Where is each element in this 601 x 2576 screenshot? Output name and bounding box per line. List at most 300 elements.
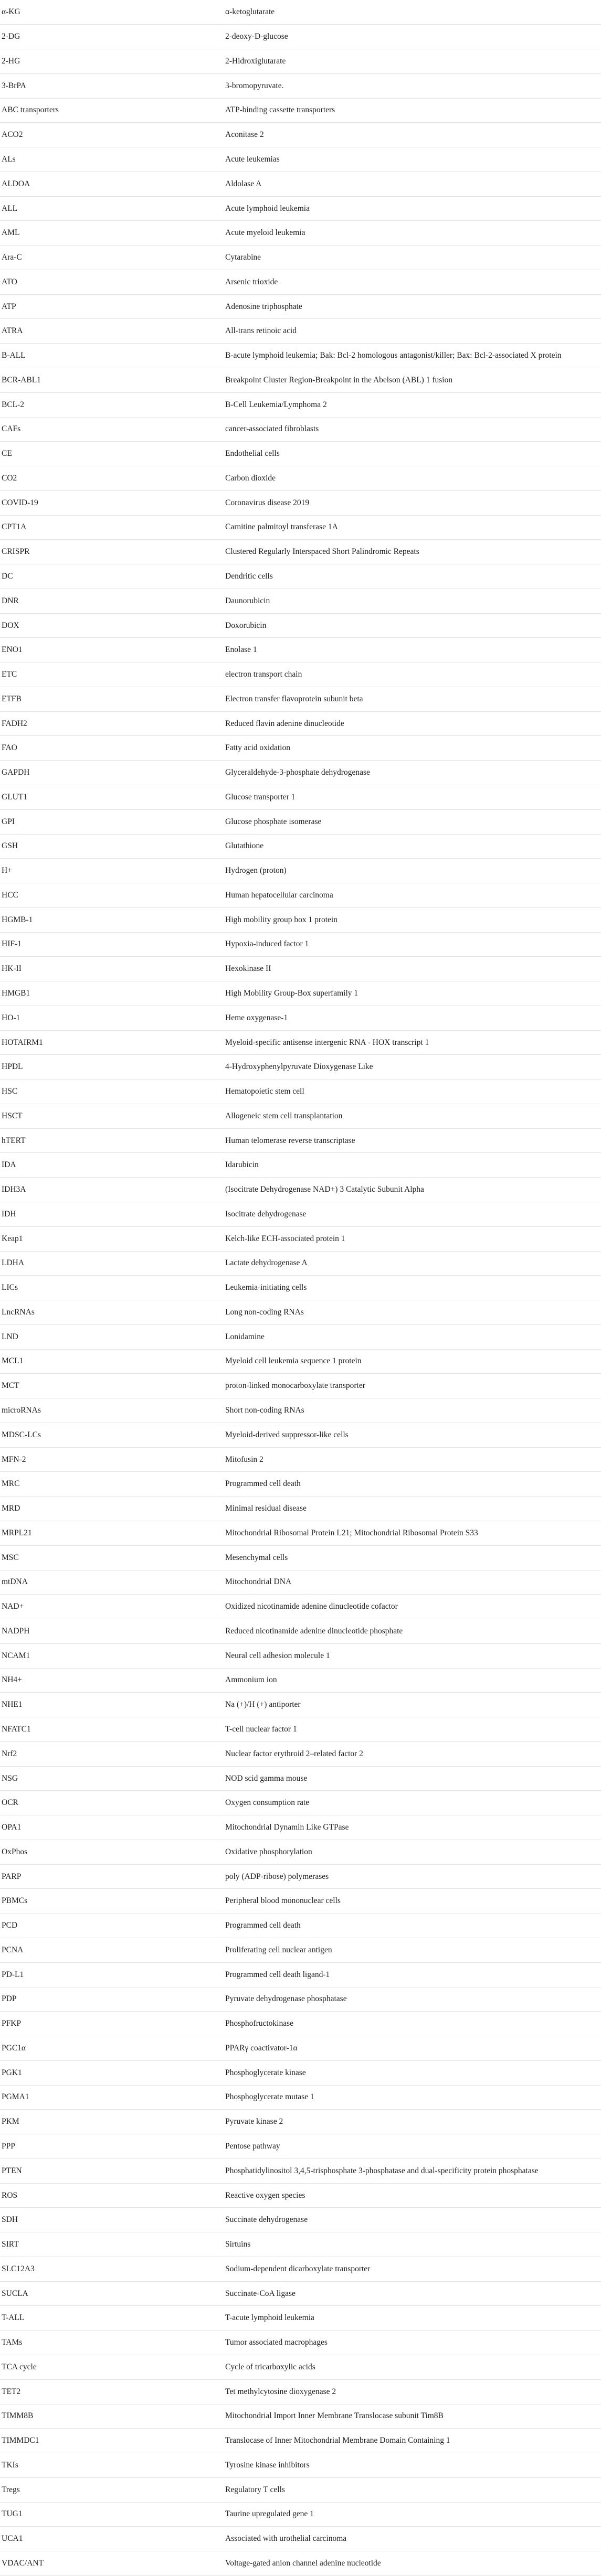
abbreviation-row — [0, 73, 601, 98]
abbreviation-row — [0, 589, 601, 613]
abbreviation-term: IDA — [2, 1160, 16, 1170]
abbreviation-term: PCD — [2, 1921, 18, 1930]
abbreviation-row — [0, 25, 601, 49]
abbreviation-row — [0, 392, 601, 417]
abbreviation-definition: Idarubicin — [225, 1160, 259, 1170]
abbreviation-term: LncRNAs — [2, 1307, 35, 1317]
abbreviation-definition: Mitochondrial Dynamin Like GTPase — [225, 1823, 349, 1832]
abbreviation-row — [0, 1055, 601, 1079]
abbreviation-term: NCAM1 — [2, 1651, 30, 1660]
abbreviation-row — [0, 2158, 601, 2183]
abbreviation-term: FADH2 — [2, 719, 27, 728]
abbreviation-term: MDSC-LCs — [2, 1430, 41, 1439]
abbreviation-row — [0, 270, 601, 294]
abbreviation-row — [0, 368, 601, 392]
abbreviation-term: PDP — [2, 1994, 17, 2004]
abbreviation-term: PARP — [2, 1872, 22, 1881]
abbreviation-definition: Programmed cell death ligand-1 — [225, 1970, 330, 1979]
abbreviation-term: COVID-19 — [2, 498, 38, 507]
abbreviation-term: LDHA — [2, 1258, 25, 1268]
abbreviation-term: TIMM8B — [2, 2411, 34, 2421]
abbreviation-row — [0, 2060, 601, 2085]
abbreviation-definition: Neural cell adhesion molecule 1 — [225, 1651, 330, 1660]
abbreviation-definition: 4-Hydroxyphenylpyruvate Dioxygenase Like — [225, 1062, 373, 1072]
abbreviation-term: Nrf2 — [2, 1749, 17, 1758]
abbreviation-row — [0, 1889, 601, 1914]
abbreviation-definition: (Isocitrate Dehydrogenase NAD+) 3 Catalytic Subunit Alpha — [225, 1185, 424, 1194]
abbreviation-term: GSH — [2, 841, 18, 851]
abbreviation-definition: Programmed cell death — [225, 1479, 301, 1489]
abbreviation-term: 2-DG — [2, 32, 20, 41]
abbreviation-term: PPP — [2, 2141, 15, 2151]
abbreviation-definition: Clustered Regularly Interspaced Short Palindromic Repeats — [225, 547, 419, 557]
abbreviation-term: α-KG — [2, 7, 20, 17]
abbreviation-row — [0, 540, 601, 564]
abbreviation-definition: Lonidamine — [225, 1332, 265, 1341]
abbreviation-row — [0, 907, 601, 932]
abbreviation-definition: Myeloid-derived suppressor-like cells — [225, 1430, 349, 1439]
abbreviation-row — [0, 2281, 601, 2306]
abbreviation-term: ALs — [2, 154, 16, 164]
abbreviation-term: HMGB1 — [2, 989, 30, 998]
abbreviation-term: TET2 — [2, 2387, 21, 2396]
abbreviation-definition: Reduced nicotinamide adenine dinucleotide phosphate — [225, 1626, 403, 1636]
abbreviation-row — [0, 1226, 601, 1251]
abbreviation-row — [0, 2453, 601, 2478]
abbreviation-definition: Glucose transporter 1 — [225, 792, 296, 801]
abbreviation-row — [0, 1717, 601, 1742]
abbreviation-row — [0, 1472, 601, 1497]
abbreviation-term: NH4+ — [2, 1675, 22, 1685]
abbreviation-term: NADPH — [2, 1626, 30, 1636]
abbreviation-row — [0, 1251, 601, 1276]
abbreviation-term: PBMCs — [2, 1896, 28, 1906]
abbreviation-row — [0, 638, 601, 662]
abbreviation-row — [0, 1693, 601, 1717]
abbreviation-row — [0, 466, 601, 491]
abbreviation-term: UCA1 — [2, 2534, 23, 2543]
abbreviation-definition: proton-linked monocarboxylate transporter — [225, 1381, 365, 1391]
abbreviation-row — [0, 2306, 601, 2331]
abbreviation-term: LICs — [2, 1283, 18, 1292]
abbreviation-row — [0, 2134, 601, 2159]
abbreviation-term: MFN-2 — [2, 1455, 26, 1464]
abbreviation-definition: Translocase of Inner Mitochondrial Membrane Domain Containing 1 — [225, 2436, 450, 2445]
abbreviation-row — [0, 564, 601, 589]
abbreviation-definition: Succinate dehydrogenase — [225, 2215, 308, 2225]
abbreviation-definition: Lactate dehydrogenase A — [225, 1258, 308, 1268]
abbreviation-definition: Human hepatocellular carcinoma — [225, 890, 333, 900]
abbreviation-row — [0, 2257, 601, 2281]
abbreviation-term: MRD — [2, 1504, 20, 1513]
abbreviation-term: SLC12A3 — [2, 2264, 35, 2273]
abbreviation-row — [0, 711, 601, 736]
abbreviation-term: NHE1 — [2, 1700, 23, 1709]
abbreviation-row — [0, 932, 601, 957]
abbreviation-definition: Doxorubicin — [225, 621, 267, 630]
abbreviation-definition: 2-deoxy-D-glucose — [225, 32, 288, 41]
abbreviation-definition: Pyruvate kinase 2 — [225, 2117, 283, 2126]
abbreviation-term: GAPDH — [2, 768, 30, 777]
abbreviation-term: MRC — [2, 1479, 20, 1489]
abbreviation-row — [0, 1349, 601, 1374]
abbreviation-definition: Mitochondrial Ribosomal Protein L21; Mitochondrial Ribosomal Protein S33 — [225, 1528, 478, 1537]
abbreviation-definition: Programmed cell death — [225, 1921, 301, 1930]
abbreviation-definition: Mesenchymal cells — [225, 1553, 288, 1562]
abbreviation-row — [0, 1178, 601, 1202]
abbreviation-row — [0, 417, 601, 442]
abbreviation-row — [0, 2012, 601, 2036]
abbreviation-definition: Oxidized nicotinamide adenine dinucleotide cofactor — [225, 1602, 398, 1611]
abbreviation-row — [0, 1791, 601, 1815]
abbreviation-row — [0, 49, 601, 74]
abbreviation-definition: Phosphoglycerate kinase — [225, 2068, 306, 2077]
abbreviation-term: NFATC1 — [2, 1724, 31, 1734]
abbreviation-row — [0, 1497, 601, 1521]
abbreviation-row — [0, 1643, 601, 1668]
abbreviation-term: IDH3A — [2, 1185, 26, 1194]
abbreviation-row — [0, 1030, 601, 1055]
abbreviation-definition: Phosphatidylinositol 3,4,5-trisphosphate 3-phosphatase and dual-specificity protein phosphatase — [225, 2166, 539, 2175]
abbreviation-row — [0, 1202, 601, 1227]
abbreviation-definition: Isocitrate dehydrogenase — [225, 1209, 307, 1218]
abbreviation-term: BCR-ABL1 — [2, 375, 41, 384]
abbreviation-row — [0, 809, 601, 834]
abbreviation-term: ALDOA — [2, 179, 30, 188]
abbreviation-row — [0, 2183, 601, 2208]
abbreviation-term: ETC — [2, 670, 17, 679]
abbreviation-definition: Aconitase 2 — [225, 130, 264, 140]
abbreviation-definition: Coronavirus disease 2019 — [225, 498, 310, 507]
abbreviation-term: DC — [2, 571, 13, 581]
abbreviation-row — [0, 736, 601, 761]
abbreviation-term: hTERT — [2, 1136, 26, 1145]
abbreviation-definition: Phosphofructokinase — [225, 2019, 294, 2028]
abbreviation-term: 2-HG — [2, 56, 20, 66]
abbreviation-row — [0, 98, 601, 123]
abbreviation-row — [0, 1668, 601, 1693]
abbreviation-term: NSG — [2, 1773, 18, 1783]
abbreviation-row — [0, 515, 601, 540]
abbreviation-definition: Taurine upregulated gene 1 — [225, 2509, 314, 2519]
abbreviation-term: ALL — [2, 204, 18, 213]
abbreviation-term: CE — [2, 449, 12, 458]
abbreviation-definition: Nuclear factor erythroid 2–related factor 2 — [225, 1749, 363, 1758]
abbreviation-definition: Glyceraldehyde-3-phosphate dehydrogenase — [225, 768, 370, 777]
abbreviation-row — [0, 123, 601, 147]
abbreviation-row — [0, 2527, 601, 2551]
abbreviation-definition: High mobility group box 1 protein — [225, 915, 338, 924]
abbreviation-row — [0, 1840, 601, 1864]
abbreviation-row — [0, 883, 601, 908]
abbreviation-row — [0, 957, 601, 981]
abbreviation-term: PFKP — [2, 2019, 22, 2028]
abbreviation-term: DOX — [2, 621, 19, 630]
abbreviation-term: mtDNA — [2, 1577, 28, 1587]
abbreviation-definition: Peripheral blood mononuclear cells — [225, 1896, 341, 1906]
abbreviation-definition: cancer-associated fibroblasts — [225, 424, 319, 434]
abbreviation-row — [0, 2379, 601, 2404]
abbreviation-row — [0, 490, 601, 515]
abbreviation-definition: α-ketoglutarate — [225, 7, 275, 17]
abbreviation-definition: Ammonium ion — [225, 1675, 277, 1685]
abbreviation-row — [0, 221, 601, 245]
abbreviation-term: ATP — [2, 302, 16, 311]
abbreviation-row — [0, 2036, 601, 2061]
abbreviation-term: MSC — [2, 1553, 19, 1562]
abbreviation-term: Tregs — [2, 2485, 20, 2494]
abbreviation-row — [0, 2502, 601, 2527]
abbreviation-definition: 3-bromopyruvate. — [225, 81, 284, 90]
abbreviation-row — [0, 2477, 601, 2502]
abbreviation-definition: Sodium-dependent dicarboxylate transporter — [225, 2264, 371, 2273]
abbreviation-definition: Carbon dioxide — [225, 473, 276, 483]
abbreviation-term: ETFB — [2, 694, 22, 703]
abbreviation-row — [0, 196, 601, 221]
abbreviation-row — [0, 662, 601, 687]
abbreviation-term: GPI — [2, 817, 15, 826]
abbreviation-definition: Arsenic trioxide — [225, 277, 278, 286]
abbreviation-definition: Daunorubicin — [225, 596, 270, 605]
abbreviation-definition: Tyrosine kinase inhibitors — [225, 2460, 310, 2470]
abbreviation-row — [0, 1104, 601, 1128]
abbreviation-term: PGC1α — [2, 2043, 26, 2053]
abbreviation-definition: Voltage-gated anion channel adenine nucleotide — [225, 2559, 381, 2568]
abbreviation-row — [0, 1324, 601, 1349]
abbreviation-row — [0, 1741, 601, 1766]
abbreviation-term: PD-L1 — [2, 1970, 24, 1979]
abbreviation-definition: Mitochondrial DNA — [225, 1577, 292, 1587]
abbreviation-definition: Cytarabine — [225, 253, 261, 262]
abbreviation-row — [0, 1374, 601, 1398]
abbreviation-term: Keap1 — [2, 1234, 23, 1243]
abbreviation-definition: Human telomerase reverse transcriptase — [225, 1136, 355, 1145]
abbreviation-row — [0, 344, 601, 368]
abbreviation-term: PTEN — [2, 2166, 22, 2175]
abbreviation-definition: Heme oxygenase-1 — [225, 1013, 288, 1022]
abbreviation-definition: Fatty acid oxidation — [225, 743, 290, 753]
abbreviation-row — [0, 1153, 601, 1178]
abbreviation-term: ABC transporters — [2, 105, 59, 115]
abbreviation-definition: Kelch-like ECH-associated protein 1 — [225, 1234, 345, 1243]
abbreviation-definition: Oxygen consumption rate — [225, 1798, 310, 1808]
abbreviation-term: HGMB-1 — [2, 915, 33, 924]
abbreviation-definition: Myeloid-specific antisense intergenic RNA - HOX transcript 1 — [225, 1038, 429, 1047]
abbreviation-term: H+ — [2, 866, 12, 875]
abbreviation-term: MCT — [2, 1381, 19, 1391]
abbreviation-row — [0, 294, 601, 319]
abbreviation-definition: Hexokinase II — [225, 964, 271, 974]
abbreviation-row — [0, 761, 601, 785]
abbreviation-row — [0, 1300, 601, 1325]
abbreviation-definition: Acute lymphoid leukemia — [225, 204, 310, 213]
abbreviation-term: ROS — [2, 2190, 18, 2200]
abbreviation-row — [0, 2085, 601, 2110]
abbreviation-row — [0, 2551, 601, 2576]
abbreviation-term: CAFs — [2, 424, 21, 434]
abbreviation-definition: Acute myeloid leukemia — [225, 228, 305, 238]
abbreviation-row — [0, 2404, 601, 2429]
abbreviation-definition: Mitochondrial Import Inner Membrane Translocase subunit Tim8B — [225, 2411, 444, 2421]
abbreviation-term: ENO1 — [2, 645, 23, 655]
abbreviation-row — [0, 785, 601, 810]
abbreviation-definition: Carnitine palmitoyl transferase 1A — [225, 522, 338, 532]
abbreviation-definition: Breakpoint Cluster Region-Breakpoint in the Abelson (ABL) 1 fusion — [225, 375, 453, 384]
abbreviation-term: HSC — [2, 1087, 18, 1096]
abbreviation-definition: Associated with urothelial carcinoma — [225, 2534, 347, 2543]
abbreviation-definition: Long non-coding RNAs — [225, 1307, 304, 1317]
abbreviation-definition: Dendritic cells — [225, 571, 273, 581]
abbreviation-definition: High Mobility Group-Box superfamily 1 — [225, 989, 359, 998]
abbreviation-term: CRISPR — [2, 547, 30, 557]
abbreviation-definition: Succinate-CoA ligase — [225, 2289, 296, 2298]
abbreviation-term: PKM — [2, 2117, 19, 2126]
abbreviation-term: PGMA1 — [2, 2092, 29, 2102]
abbreviation-row — [0, 1864, 601, 1889]
abbreviation-term: CPT1A — [2, 522, 27, 532]
abbreviation-row — [0, 613, 601, 638]
abbreviation-row — [0, 1276, 601, 1300]
abbreviation-term: PCNA — [2, 1945, 24, 1954]
abbreviation-definition: Myeloid cell leukemia sequence 1 protein — [225, 1356, 362, 1366]
abbreviation-term: TAMs — [2, 2338, 23, 2347]
abbreviation-definition: Acute leukemias — [225, 154, 280, 164]
abbreviation-definition: Sirtuins — [225, 2240, 251, 2249]
abbreviation-definition: Pentose pathway — [225, 2141, 280, 2151]
abbreviation-row — [0, 442, 601, 466]
abbreviation-definition: Tet methylcytosine dioxygenase 2 — [225, 2387, 336, 2396]
abbreviation-definition: Adenosine triphosphate — [225, 302, 302, 311]
abbreviation-definition: Proliferating cell nuclear antigen — [225, 1945, 332, 1954]
abbreviation-row — [0, 2110, 601, 2134]
abbreviation-definition: Regulatory T cells — [225, 2485, 285, 2494]
abbreviation-definition: Reactive oxygen species — [225, 2190, 305, 2200]
abbreviation-term: OxPhos — [2, 1847, 28, 1856]
abbreviation-definition: Oxidative phosphorylation — [225, 1847, 312, 1856]
abbreviation-row — [0, 2355, 601, 2380]
abbreviation-term: HK-II — [2, 964, 22, 974]
abbreviation-term: HSCT — [2, 1111, 23, 1120]
abbreviation-definition: electron transport chain — [225, 670, 302, 679]
abbreviation-term: TCA cycle — [2, 2362, 37, 2371]
abbreviation-definition: B-acute lymphoid leukemia; Bak: Bcl-2 homologous antagonist/killer; Bax: Bcl-2-associated X protein — [225, 351, 562, 360]
abbreviation-row — [0, 2208, 601, 2232]
abbreviation-definition: Aldolase A — [225, 179, 262, 188]
abbreviation-definition: 2-Hidroxiglutarate — [225, 56, 286, 66]
abbreviation-term: ATRA — [2, 326, 23, 336]
abbreviation-row — [0, 2331, 601, 2355]
abbreviation-term: B-ALL — [2, 351, 26, 360]
abbreviation-definition: Enolase 1 — [225, 645, 257, 655]
abbreviation-row — [0, 147, 601, 172]
abbreviation-definition: Cycle of tricarboxylic acids — [225, 2362, 315, 2371]
abbreviation-term: ACO2 — [2, 130, 23, 140]
abbreviation-row — [0, 172, 601, 196]
abbreviation-term: OPA1 — [2, 1823, 22, 1832]
abbreviation-definition: Pyruvate dehydrogenase phosphatase — [225, 1994, 347, 2004]
abbreviation-definition: Mitofusin 2 — [225, 1455, 263, 1464]
abbreviation-row — [0, 1595, 601, 1619]
abbreviation-term: Ara-C — [2, 253, 22, 262]
abbreviation-row — [0, 1987, 601, 2012]
abbreviation-row — [0, 319, 601, 344]
abbreviation-definition: T-acute lymphoid leukemia — [225, 2313, 314, 2323]
abbreviation-definition: NOD scid gamma mouse — [225, 1773, 308, 1783]
abbreviation-term: DNR — [2, 596, 19, 605]
abbreviation-row — [0, 981, 601, 1006]
abbreviation-row — [0, 1447, 601, 1472]
abbreviation-definition: Reduced flavin adenine dinucleotide — [225, 719, 344, 728]
abbreviation-row — [0, 1914, 601, 1938]
abbreviation-row — [0, 1545, 601, 1570]
abbreviation-definition: Tumor associated macrophages — [225, 2338, 328, 2347]
abbreviation-definition: All-trans retinoic acid — [225, 326, 297, 336]
abbreviation-row — [0, 1570, 601, 1595]
abbreviation-term: 3-BrPA — [2, 81, 26, 90]
abbreviation-definition: Hypoxia-induced factor 1 — [225, 939, 309, 949]
abbreviation-definition: B-Cell Leukemia/Lymphoma 2 — [225, 400, 327, 409]
abbreviation-definition: ATP-binding cassette transporters — [225, 105, 335, 115]
abbreviation-row — [0, 687, 601, 711]
abbreviation-definition: T-cell nuclear factor 1 — [225, 1724, 297, 1734]
abbreviation-term: SIRT — [2, 2240, 19, 2249]
abbreviation-definition: Electron transfer flavoprotein subunit beta — [225, 694, 363, 703]
abbreviation-term: HO-1 — [2, 1013, 20, 1022]
abbreviation-term: MCL1 — [2, 1356, 24, 1366]
abbreviation-term: IDH — [2, 1209, 16, 1218]
abbreviation-term: HIF-1 — [2, 939, 22, 949]
abbreviation-definition: Hydrogen (proton) — [225, 866, 287, 875]
abbreviation-row — [0, 245, 601, 270]
abbreviation-term: SUCLA — [2, 2289, 28, 2298]
abbreviation-definition: Hematopoietic stem cell — [225, 1087, 304, 1096]
abbreviation-row — [0, 834, 601, 859]
abbreviation-row — [0, 1766, 601, 1791]
abbreviation-term: CO2 — [2, 473, 17, 483]
abbreviation-term: TIMMDC1 — [2, 2436, 39, 2445]
abbreviation-term: TUG1 — [2, 2509, 23, 2519]
abbreviation-row — [0, 1079, 601, 1104]
abbreviation-term: SDH — [2, 2215, 18, 2225]
abbreviation-definition: poly (ADP-ribose) polymerases — [225, 1872, 329, 1881]
abbreviation-definition: Allogeneic stem cell transplantation — [225, 1111, 343, 1120]
abbreviation-term: HPDL — [2, 1062, 23, 1072]
abbreviation-row — [0, 2232, 601, 2257]
abbreviation-definition: Na (+)/H (+) antiporter — [225, 1700, 301, 1709]
abbreviation-definition: Leukemia-initiating cells — [225, 1283, 307, 1292]
abbreviation-row — [0, 1423, 601, 1447]
abbreviation-term: HCC — [2, 890, 18, 900]
abbreviation-definition: Glucose phosphate isomerase — [225, 817, 322, 826]
abbreviation-term: PGK1 — [2, 2068, 22, 2077]
abbreviation-row — [0, 1938, 601, 1962]
abbreviation-row — [0, 859, 601, 883]
abbreviation-term: VDAC/ANT — [2, 2559, 44, 2568]
abbreviation-definition: Short non-coding RNAs — [225, 1406, 304, 1415]
abbreviation-row — [0, 2429, 601, 2453]
abbreviation-term: microRNAs — [2, 1406, 41, 1415]
abbreviation-row — [0, 1619, 601, 1644]
abbreviation-definition: Phosphoglycerate mutase 1 — [225, 2092, 314, 2102]
abbreviation-term: MRPL21 — [2, 1528, 32, 1537]
abbreviation-term: TKIs — [2, 2460, 18, 2470]
abbreviation-row — [0, 1398, 601, 1423]
abbreviation-definition: Glutathione — [225, 841, 264, 851]
abbreviation-term: AML — [2, 228, 20, 238]
abbreviation-term: LND — [2, 1332, 18, 1341]
abbreviation-term: GLUT1 — [2, 792, 28, 801]
abbreviation-term: OCR — [2, 1798, 18, 1808]
